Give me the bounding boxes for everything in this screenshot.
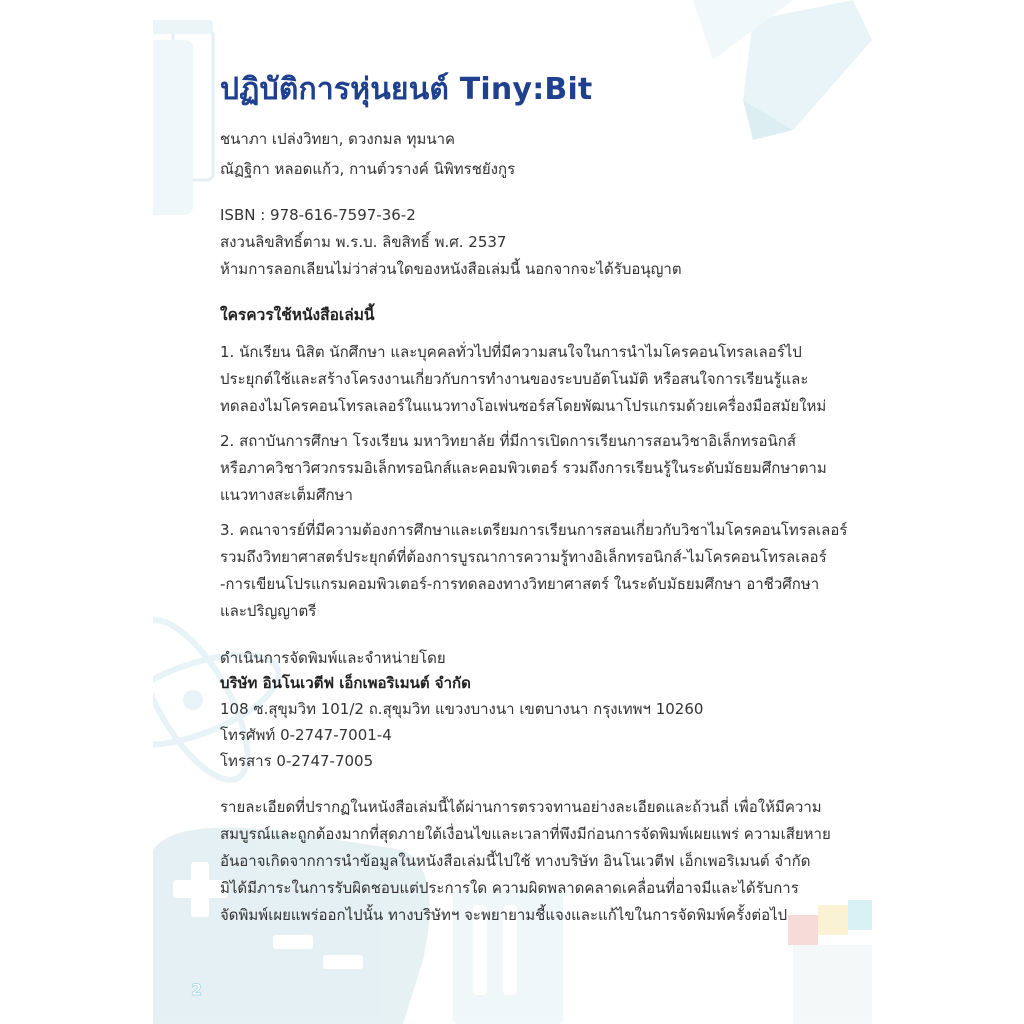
- disclaimer-line: มิได้มีภาระในการรับผิดชอบแต่ประการใด ความผิดพลาดคลาดเคลื่อนที่อาจมีและได้รับการ: [220, 879, 799, 897]
- audience-item-1-line: 1. นักเรียน นิสิต นักศึกษา และบุคคลทั่วไปที่มีความสนใจในการนำไมโครคอนโทรลเลอร์ไป: [220, 343, 802, 361]
- audience-item-3-line: รวมถึงวิทยาศาสตร์ประยุกต์ที่ต้องการบูรณาการความรู้ทางอิเล็กทรอนิกส์-ไมโครคอนโทรลเลอร์: [220, 548, 827, 566]
- audience-item-1: [220, 339, 827, 420]
- publisher-address: 108 ซ.สุขุมวิท 101/2 ถ.สุขุมวิท แขวงบางนา เขตบางนา กรุงเทพฯ 10260: [220, 700, 704, 718]
- beaker-illustration: [153, 20, 213, 215]
- pencil-illustration: [693, 0, 872, 140]
- copyright-notice: สงวนลิขสิทธิ์ตาม พ.ร.บ. ลิขสิทธิ์ พ.ศ. 2537: [220, 233, 507, 251]
- audience-item-3: [220, 517, 848, 625]
- disclaimer-line: จัดพิมพ์เผยแพร่ออกไปนั้น ทางบริษัทฯ จะพยายามชี้แจงและแก้ไขในการจัดพิมพ์ครั้งต่อไป: [220, 906, 788, 924]
- isbn: ISBN : 978-616-7597-36-2: [220, 206, 416, 224]
- audience-item-2-line: หรือภาควิชาวิศวกรรมอิเล็กทรอนิกส์และคอมพิวเตอร์ รวมถึงการเรียนรู้ในระดับมัธยมศึกษาตาม: [220, 459, 827, 477]
- publisher-fax: โทรสาร 0-2747-7005: [220, 752, 374, 770]
- audience-item-2-line: แนวทางสะเต็มศึกษา: [220, 486, 353, 504]
- audience-item-1-line: ทดลองไมโครคอนโทรลเลอร์ในแนวทางโอเพ่นซอร์สโดยพัฒนาโปรแกรมด้วยเครื่องมือสมัยใหม่: [220, 397, 827, 415]
- disclaimer-line: รายละเอียดที่ปรากฏในหนังสือเล่มนี้ได้ผ่านการตรวจทานอย่างละเอียดและถ้วนถี่ เพื่อให้มีความ: [220, 798, 822, 816]
- authors-line-1: ชนาภา เปล่งวิทยา, ดวงกมล ทุมนาค: [220, 130, 456, 148]
- audience-item-3-line: -การเขียนโปรแกรมคอมพิวเตอร์-การทดลองทางวิทยาศาสตร์ ในระดับมัธยมศึกษา อาชีวศึกษา: [220, 575, 820, 593]
- audience-item-1-line: ประยุกต์ใช้และสร้างโครงงานเกี่ยวกับการทำงานของระบบอัตโนมัติ หรือสนใจการเรียนรู้และ: [220, 370, 809, 388]
- disclaimer: [220, 794, 831, 929]
- publisher-name: บริษัท อินโนเวตีฟ เอ็กเพอริเมนต์ จำกัด: [220, 674, 471, 692]
- book-title: ปฏิบัติการหุ่นยนต์ Tiny:Bit: [220, 72, 593, 107]
- publisher-phone: โทรศัพท์ 0-2747-7001-4: [220, 726, 392, 744]
- page-number: 2: [191, 980, 203, 999]
- reproduction-notice: ห้ามการลอกเลียนไม่ว่าส่วนใดของหนังสือเล่มนี้ นอกจากจะได้รับอนุญาต: [220, 260, 682, 278]
- audience-heading: ใครควรใช้หนังสือเล่มนี้: [220, 306, 375, 324]
- disclaimer-line: อันอาจเกิดจากการนำข้อมูลในหนังสือเล่มนี้ไปใช้ ทางบริษัท อินโนเวตีฟ เอ็กเพอริเมนต์ จำกัด: [220, 852, 811, 870]
- publisher-intro: ดำเนินการจัดพิมพ์และจำหน่ายโดย: [220, 649, 446, 667]
- audience-item-3-line: และปริญญาตรี: [220, 602, 317, 620]
- audience-item-2-line: 2. สถาบันการศึกษา โรงเรียน มหาวิทยาลัย ที่มีการเปิดการเรียนการสอนวิชาอิเล็กทรอนิกส์: [220, 432, 797, 450]
- audience-item-3-line: 3. คณาจารย์ที่มีความต้องการศึกษาและเตรียมการเรียนการสอนเกี่ยวกับวิชาไมโครคอนโทรลเลอร์: [220, 521, 848, 539]
- audience-item-2: [220, 428, 827, 509]
- disclaimer-line: สมบูรณ์และถูกต้องมากที่สุดภายใต้เงื่อนไขและเวลาที่พึงมีก่อนการจัดพิมพ์เผยแพร่ ความเสียหาย: [220, 825, 831, 843]
- book-page: [153, 0, 872, 1024]
- authors-line-2: ณัฏฐิกา หลอดแก้ว, กานต์วรางค์ นิพิทรชยังกูร: [220, 160, 516, 178]
